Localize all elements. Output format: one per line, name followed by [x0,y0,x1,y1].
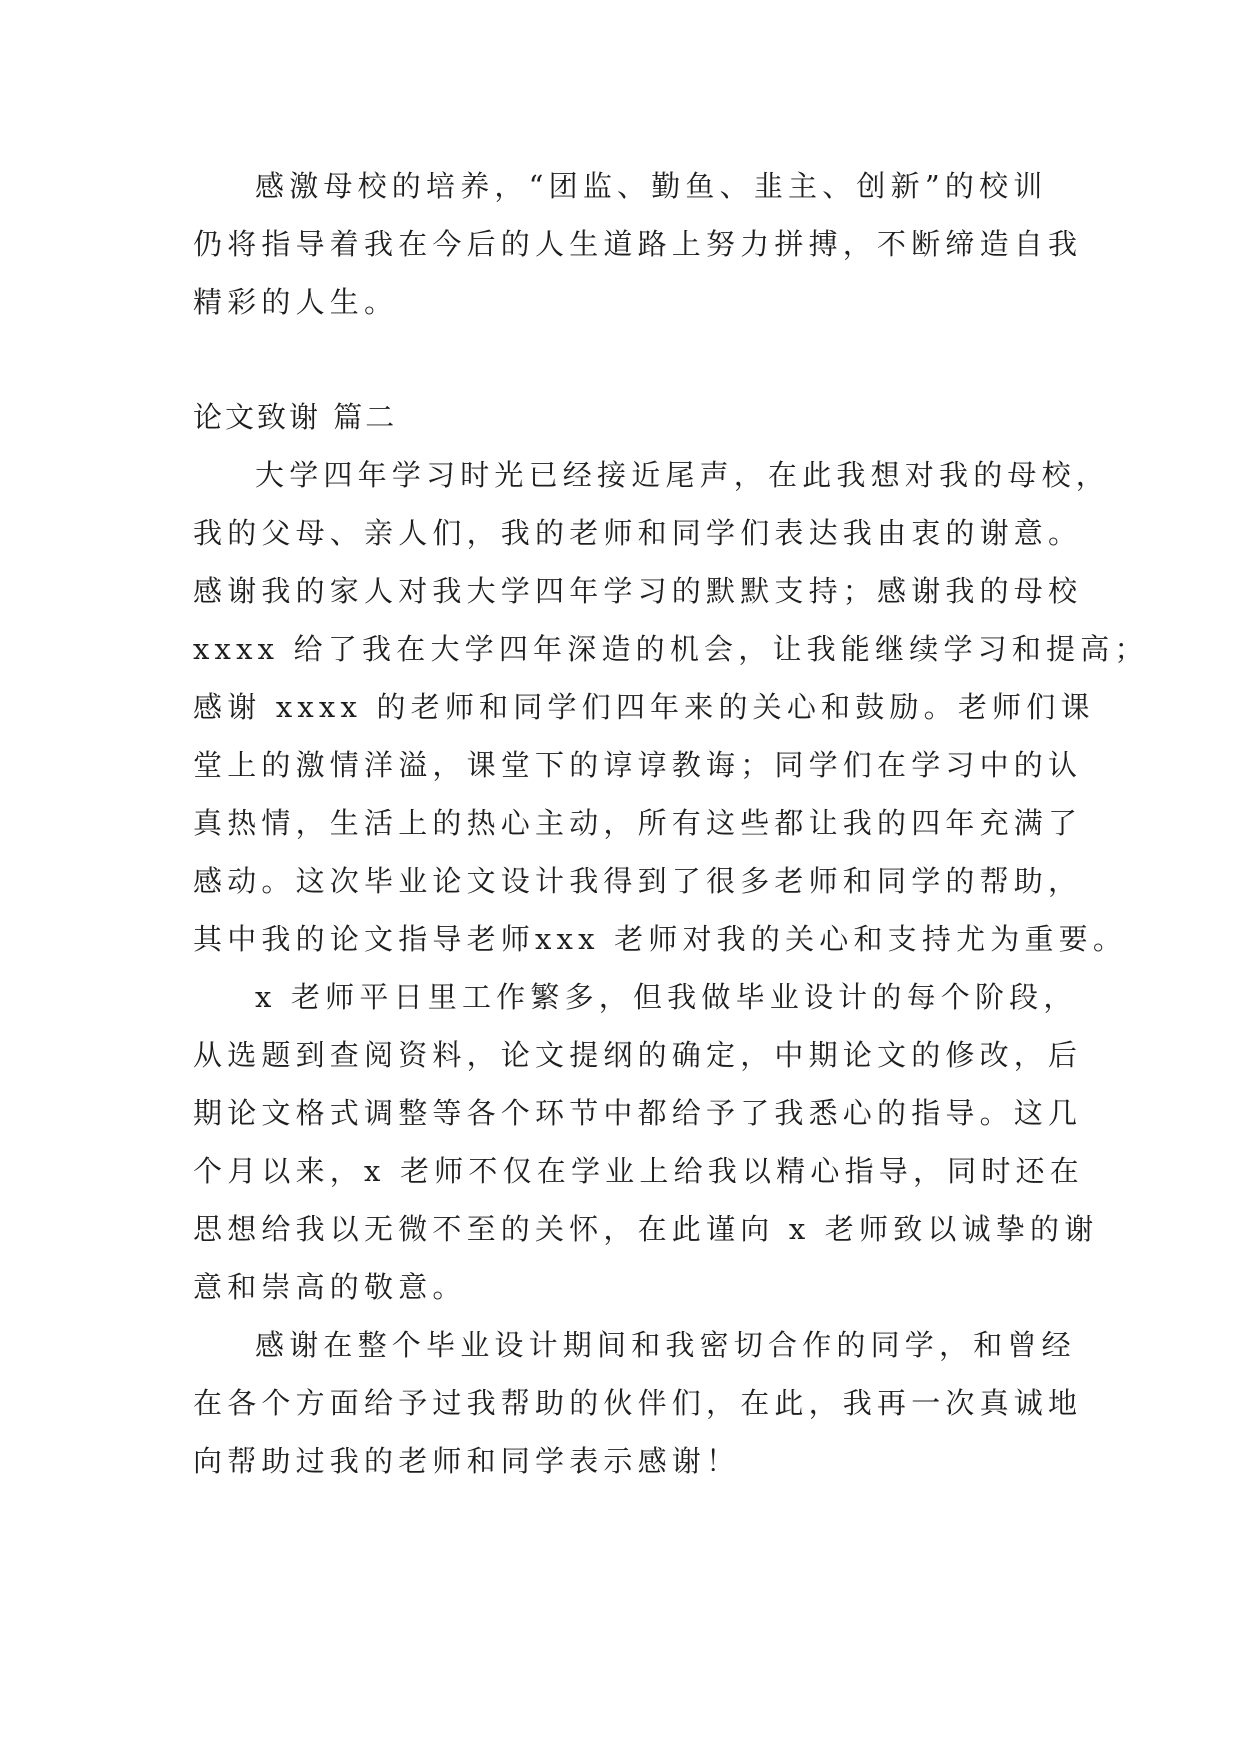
paragraph-line: 意和崇高的敬意。 [193,1270,467,1304]
section-heading: 论文致谢 篇二 [193,400,398,434]
paragraph-line: 个月以来，x 老师不仅在学业上给我以精心指导，同时还在 [193,1154,1084,1188]
paragraph-line: 大学四年学习时光已经接近尾声，在此我想对我的母校， [255,458,1111,492]
paragraph-line: x 老师平日里工作繁多，但我做毕业设计的每个阶段， [255,980,1078,1014]
paragraph-line: 仍将指导着我在今后的人生道路上努力拼搏，不断缔造自我 [193,227,1083,261]
paragraph-line: 我的父母、亲人们，我的老师和同学们表达我由衷的谢意。 [193,516,1083,550]
paragraph-line: 向帮助过我的老师和同学表示感谢！ [193,1444,741,1478]
paragraph-line: xxxx 给了我在大学四年深造的机会，让我能继续学习和提高； [193,632,1149,666]
paragraph-line: 感谢 xxxx 的老师和同学们四年来的关心和鼓励。老师们课 [193,690,1095,724]
paragraph-line: 感谢在整个毕业设计期间和我密切合作的同学，和曾经 [255,1328,1076,1362]
paragraph-line: 真热情，生活上的热心主动，所有这些都让我的四年充满了 [193,806,1083,840]
paragraph-line: 思想给我以无微不至的关怀，在此谨向 x 老师致以诚挚的谢 [193,1212,1099,1246]
paragraph-line: 其中我的论文指导老师xxx 老师对我的关心和支持尤为重要。 [193,922,1128,956]
paragraph-line: 从选题到查阅资料，论文提纲的确定，中期论文的修改，后 [193,1038,1083,1072]
paragraph-line: 堂上的激情洋溢，课堂下的谆谆教诲；同学们在学习中的认 [193,748,1083,782]
paragraph-line: 感动。这次毕业论文设计我得到了很多老师和同学的帮助， [193,864,1083,898]
paragraph-line: 感谢我的家人对我大学四年学习的默默支持；感谢我的母校 [193,574,1083,608]
paragraph-line: 精彩的人生。 [193,285,399,319]
paragraph-line: 感激母校的培养，“团监、勤鱼、韭主、创新”的校训 [255,169,1048,203]
paragraph-line: 期论文格式调整等各个环节中都给予了我悉心的指导。这几 [193,1096,1083,1130]
paragraph-line: 在各个方面给予过我帮助的伙伴们，在此，我再一次真诚地 [193,1386,1083,1420]
